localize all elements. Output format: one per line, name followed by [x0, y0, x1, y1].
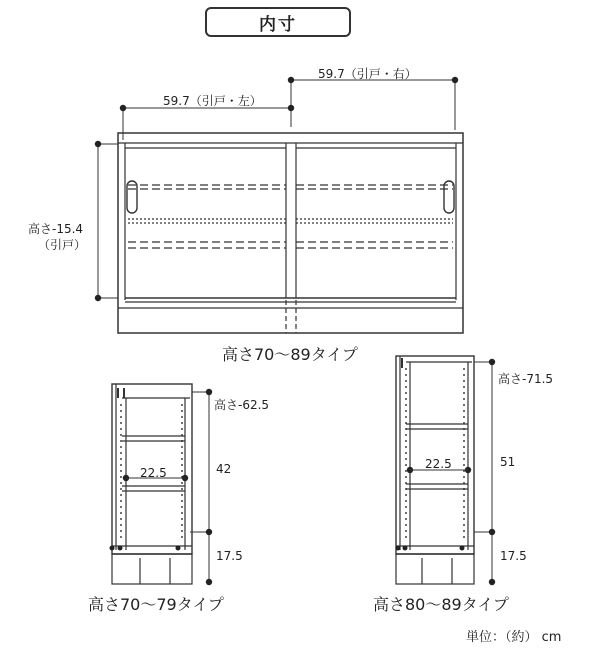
title-text: 内寸	[259, 14, 297, 35]
dim-label-right: 59.7（引戸・右）	[318, 67, 417, 81]
right-mid-height: 51	[500, 455, 516, 469]
unit-label: 単位：（約） cm	[466, 630, 562, 645]
shelf-depth-lines	[126, 470, 468, 478]
side-right-dimension-line	[474, 362, 495, 582]
caption-left: 高さ70〜79タイプ	[88, 595, 224, 614]
left-height-top: 高さ-62.5	[214, 398, 270, 412]
dim-line-left	[123, 108, 291, 140]
left-shelf-depth: 22.5	[140, 466, 167, 480]
left-bottom-height: 17.5	[216, 549, 243, 563]
dim-line-right	[291, 80, 455, 130]
front-view-cabinet	[118, 133, 463, 333]
right-height-top: 高さ-71.5	[498, 372, 554, 386]
caption-right: 高さ80〜89タイプ	[373, 595, 509, 614]
caption-top: 高さ70〜89タイプ	[222, 345, 358, 364]
side-view-left	[112, 384, 192, 584]
dim-line-height	[98, 144, 118, 298]
dimension-dots	[95, 77, 495, 585]
height-label-line1: 高さ-15.4	[28, 222, 84, 236]
right-shelf-depth: 22.5	[425, 457, 452, 471]
side-left-dimension-line	[190, 392, 212, 582]
right-bottom-height: 17.5	[500, 549, 527, 563]
height-label-line2: （引戸）	[38, 238, 87, 252]
left-mid-height: 42	[216, 462, 232, 476]
dim-label-left: 59.7（引戸・左）	[163, 94, 262, 108]
